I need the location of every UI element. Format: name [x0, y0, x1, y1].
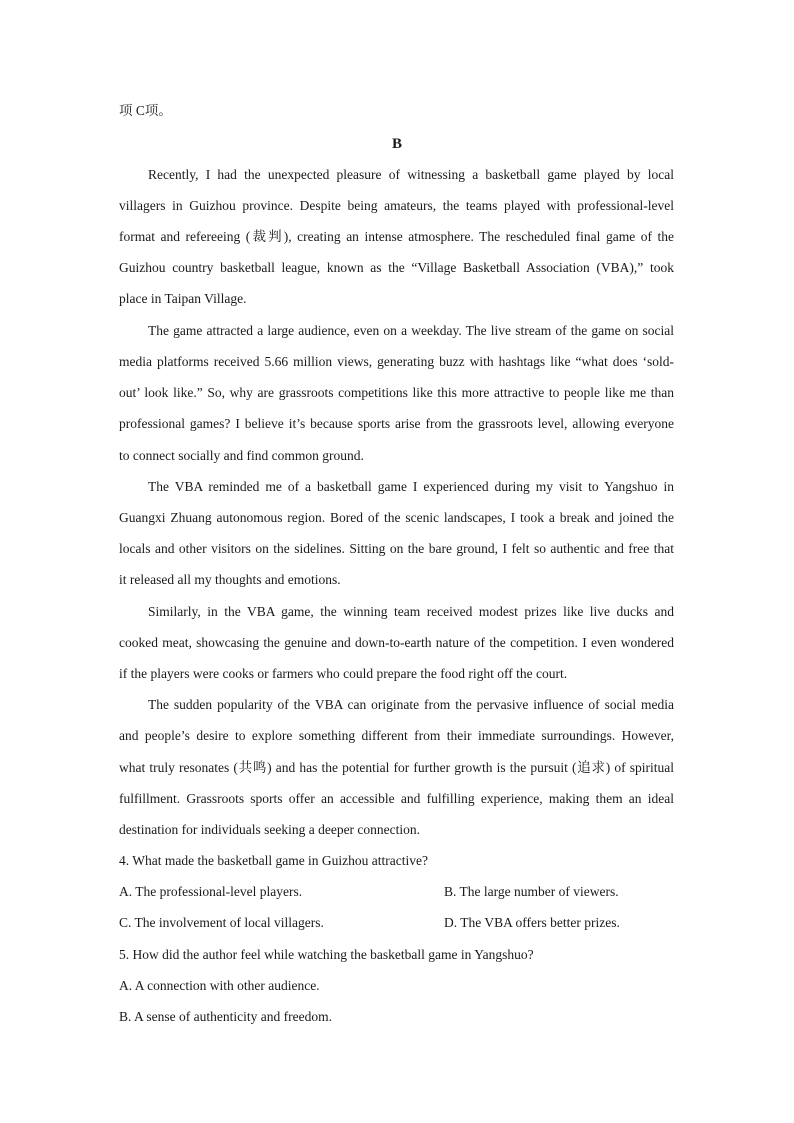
- question-5-option-a: A. A connection with other audience.: [119, 978, 320, 993]
- passage-line: Recently, I had the unexpected pleasure of witnessing a basketball game played by local: [148, 167, 674, 182]
- question-4-option-a: A. The professional-level players.: [119, 884, 303, 899]
- passage-line: out’ look like.” So, why are grassroots competitions like this more attractive to people like me than: [119, 385, 674, 400]
- passage-line: villagers in Guizhou province. Despite being amateurs, the teams played with professional-level: [119, 198, 674, 213]
- passage-line: format and refereeing (裁判), creating an intense atmosphere. The rescheduled final game of the: [119, 229, 674, 244]
- section-heading: B: [391, 136, 402, 152]
- previous-answer-note: 项 C项。: [119, 103, 172, 118]
- passage-line: it released all my thoughts and emotions.: [119, 572, 341, 587]
- passage-line: place in Taipan Village.: [119, 291, 247, 306]
- passage-line: media platforms received 5.66 million views, generating buzz with hashtags like “what does ‘sold-: [119, 354, 674, 369]
- passage-line: professional games? I believe it’s because sports arise from the grassroots level, allowing everyone: [119, 416, 674, 431]
- question-4-option-c: C. The involvement of local villagers.: [119, 915, 324, 930]
- passage-line: locals and other visitors on the sidelines. Sitting on the bare ground, I felt so authentic and free that: [119, 541, 674, 556]
- passage-line: Guizhou country basketball league, known as the “Village Basketball Association (VBA),” took: [119, 260, 674, 275]
- question-4-option-d: D. The VBA offers better prizes.: [444, 915, 620, 930]
- passage-line: The VBA reminded me of a basketball game I experienced during my visit to Yangshuo in: [148, 479, 674, 494]
- question-5-option-b: B. A sense of authenticity and freedom.: [119, 1009, 332, 1024]
- question-5-title: 5. How did the author feel while watching the basketball game in Yangshuo?: [119, 947, 534, 962]
- passage-line: The game attracted a large audience, even on a weekday. The live stream of the game on social: [148, 323, 674, 338]
- passage-line: and people’s desire to explore something different from their immediate surroundings. However,: [119, 728, 674, 743]
- passage-line: fulfillment. Grassroots sports offer an accessible and fulfilling experience, making them an ideal: [119, 791, 674, 806]
- question-4-title: 4. What made the basketball game in Guizhou attractive?: [119, 853, 429, 868]
- passage-line: Guangxi Zhuang autonomous region. Bored of the scenic landscapes, I took a break and joined the: [119, 510, 674, 525]
- passage-line: if the players were cooks or farmers who could prepare the food right off the court.: [119, 666, 568, 681]
- passage-line: what truly resonates (共鸣) and has the potential for further growth is the pursuit (追求) of spiritual: [119, 760, 674, 775]
- passage-line: destination for individuals seeking a deeper connection.: [119, 822, 421, 837]
- passage-line: cooked meat, showcasing the genuine and down-to-earth nature of the competition. I even wondered: [119, 635, 674, 650]
- question-4-option-b: B. The large number of viewers.: [444, 884, 619, 899]
- passage-line: The sudden popularity of the VBA can originate from the pervasive influence of social media: [148, 697, 674, 712]
- passage-line: Similarly, in the VBA game, the winning team received modest prizes like live ducks and: [148, 604, 674, 619]
- passage-line: to connect socially and find common ground.: [119, 448, 364, 463]
